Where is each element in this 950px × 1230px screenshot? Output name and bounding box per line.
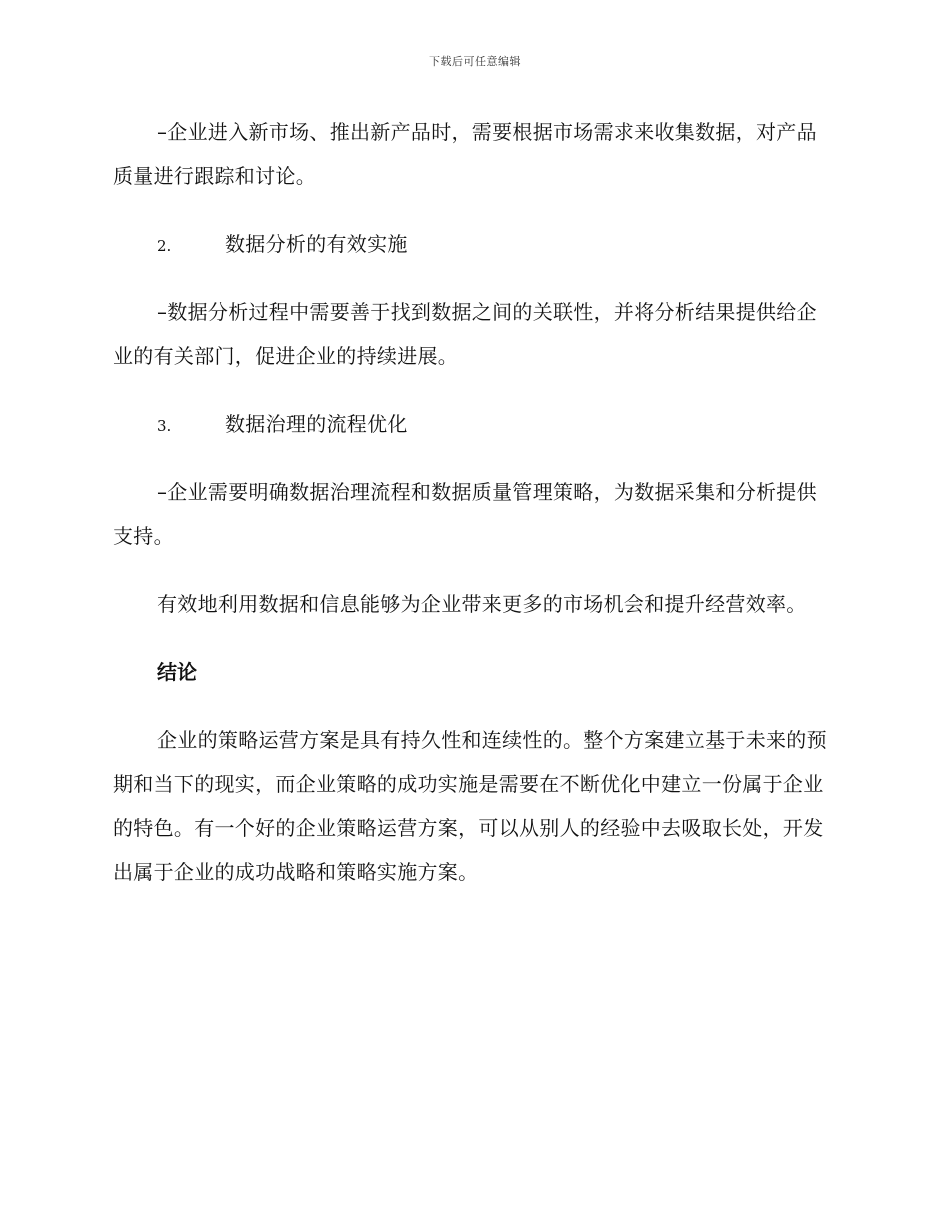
list-item-3 [113, 402, 831, 446]
paragraph-data-analysis: –数据分析过程中需要善于找到数据之间的关联性，并将分析结果提供给企业的有关部门，促进企业的持续进展。 [113, 300, 817, 368]
paragraph-conclusion: 企业的策略运营方案是具有持久性和连续性的。整个方案建立基于未来的预期和当下的现实，而企业策略的成功实施是需要在不断优化中建立一份属于企业的特色。有一个好的企业策略运营方案，可以从别人的经验中去吸取长处，开发出属于企业的成功战略和策略实施方案。 [113, 728, 827, 884]
conclusion-heading: 结论 [157, 660, 197, 684]
paragraph-data-governance: –企业需要明确数据治理流程和数据质量管理策略，为数据采集和分析提供支持。 [113, 480, 817, 548]
list-item-label: 数据分析的有效实施 [225, 232, 408, 256]
header-note: 下载后可任意编辑 [429, 55, 521, 68]
list-item-label: 数据治理的流程优化 [225, 412, 408, 436]
document-body [113, 110, 831, 918]
list-number: 2. [157, 237, 172, 255]
list-item-2 [113, 222, 831, 266]
list-number: 3. [157, 417, 172, 435]
paragraph-market-data: –企业进入新市场、推出新产品时，需要根据市场需求来收集数据，对产品质量进行跟踪和讨论。 [113, 120, 817, 188]
paragraph-summary: 有效地利用数据和信息能够为企业带来更多的市场机会和提升经营效率。 [157, 592, 807, 616]
